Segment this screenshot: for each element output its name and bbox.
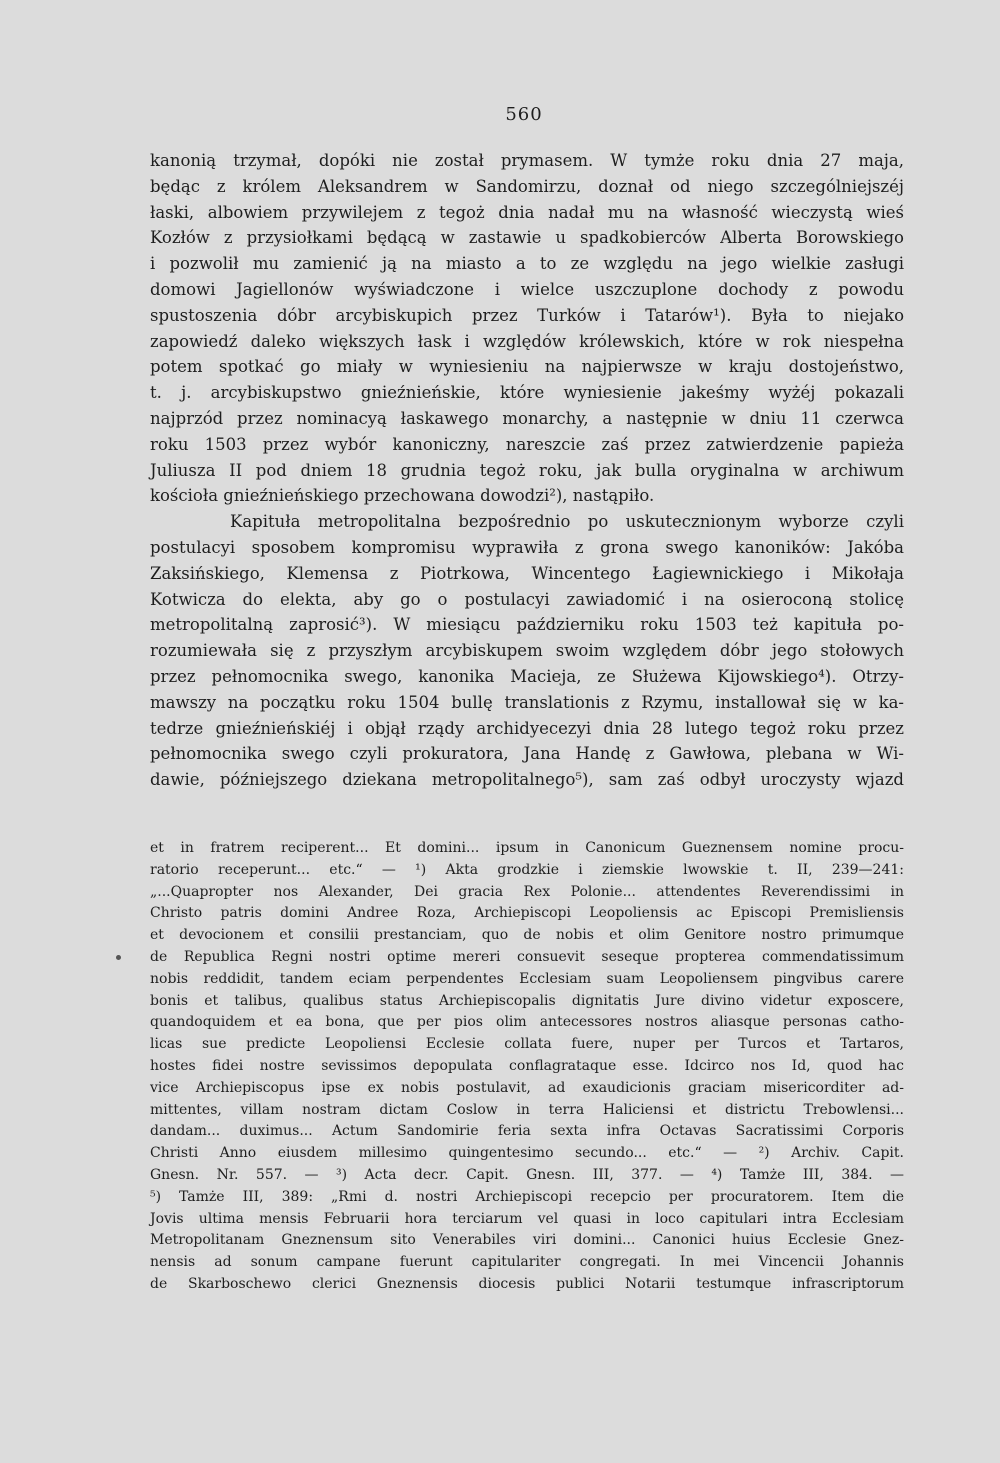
footnote-line: nobis reddidit, tandem eciam perpendentes Ecclesiam suam Leopoliensem pingvibus carere [150,970,904,987]
text-line: zapowiedź daleko większych łask i względów królewskich, które w rok niespełna [150,331,904,351]
text-line: potem spotkać go miały w wyniesieniu na najpierwsze w kraju dostojeństwo, [150,357,904,377]
text-line: kanonią trzymał, dopóki nie został prymasem. W tymże roku dnia 27 maja, [150,151,904,170]
text-line: metropolitalną zaprosić³). W miesiącu październiku roku 1503 też kapituła po- [150,615,904,635]
text-line: t. j. arcybiskupstwo gnieźnieńskie, które wyniesienie jakeśmy wyżéj pokazali [150,383,904,403]
footnote-line: licas sue predicte Leopoliensi Ecclesie collata fuere, nuper per Turcos et Tartaros, [150,1036,904,1053]
text-line: kościoła gnieźnieńskiego przechowana dowodzi²), nastąpiło. [150,486,655,506]
footnote-line: et devocionem et consilii prestanciam, quo de nobis et olim Genitore nostro primumque [150,927,904,944]
text-line: dawie, późniejszego dziekana metropolitalnego⁵), sam zaś odbył uroczysty wjazd [150,770,904,790]
text-line: spustoszenia dóbr arcybiskupich przez Turków i Tatarów¹). Była to niejako [150,305,904,325]
footnote-line: nensis ad sonum campane fuerunt capitulariter congregati. In mei Vincencii Johannis [150,1254,904,1271]
text-line: roku 1503 przez wybór kanoniczny, nareszcie zaś przez zatwierdzenie papieża [150,434,904,454]
footnote-line: bonis et talibus, qualibus status Archiepiscopalis dignitatis Jure divino videtur exposcere, [150,992,904,1009]
text-line: postulacyi sposobem kompromisu wyprawiła z grona swego kanoników: Jakóba [150,537,904,557]
footnote-line: et in fratrem reciperent... Et domini... ipsum in Canonicum Gueznensem nomine procu- [150,840,904,856]
footnote-line: Metropolitanam Gneznensum sito Venerabiles viri domini... Canonici huius Ecclesie Gnez- [150,1232,904,1249]
footnote-line: vice Archiepiscopus ipse ex nobis postulavit, ad exaudicionis graciam misericorditer ad- [150,1079,904,1096]
footnote-line: ⁵) Tamże III, 389: „Rmi d. nostri Archiepiscopi recepcio per procuratorem. Item die [150,1188,904,1205]
footnote-line: de Republica Regni nostri optime mereri consuevit seseque propterea commendatissimum [150,948,904,965]
text-line: pełnomocnika swego czyli prokuratora, Jana Handę z Gawłowa, plebana w Wi- [150,744,904,764]
text-line: tedrze gnieźnieńskiéj i objął rządy archidyecezyi dnia 28 lutego tegoż roku przez [150,718,904,738]
text-line: Zaksińskiego, Klemensa z Piotrkowa, Wincentego Łagiewnickiego i Mikołaja [150,563,904,583]
text-line: rozumiewała się z przyszłym arcybiskupem swoim względem dóbr jego stołowych [150,641,904,661]
text-line: Kapituła metropolitalna bezpośrednio po uskutecznionym wyborze czyli [230,512,904,532]
text-line: Juliusza II pod dniem 18 grudnia tegoż roku, jak bulla oryginalna w archiwum [150,460,904,480]
footnote-line: mittentes, villam nostram dictam Coslow in terra Haliciensi et districtu Trebowlensi... [150,1101,904,1118]
footnote-line: Christo patris domini Andree Roza, Archiepiscopi Leopoliensis ac Episcopi Premisliensis [150,905,904,922]
footnote-line: ratorio receperunt... etc.“ — ¹) Akta grodzkie i ziemskie lwowskie t. II, 239—241: [150,861,904,878]
page-number: 560 [505,104,543,125]
text-line: domowi Jagiellonów wyświadczone i wielce uszczuplone dochody z powodu [150,279,904,299]
text-line: Kozłów z przysiołkami będącą w zastawie u spadkobierców Alberta Borowskiego [150,228,904,248]
footnote-line: dandam... duximus... Actum Sandomirie feria sexta infra Octavas Sacratissimi Corporis [150,1123,904,1140]
footnote-line: Gnesn. Nr. 557. — ³) Acta decr. Capit. Gnesn. III, 377. — ⁴) Tamże III, 384. — [150,1166,904,1183]
footnotes [150,838,904,1296]
text-line: i pozwolił mu zamienić ją na miasto a to ze względu na jego wielkie zasługi [150,254,904,274]
footnote-line: quandoquidem et ea bona, que per pios olim antecessores nostros aliasque personas catho- [150,1014,904,1031]
main-text [150,148,904,793]
text-line: przez pełnomocnika swego, kanonika Macieja, ze Służewa Kijowskiego⁴). Otrzy- [150,666,904,686]
text-line: łaski, albowiem przywilejem z tegoż dnia nadał mu na własność wieczystą wieś [150,202,904,222]
paragraph-2 [150,509,904,793]
text-line: będąc z królem Aleksandrem w Sandomirzu, doznał od niego szczególniejszéj [150,176,904,196]
footnote-line: Christi Anno eiusdem millesimo quingentesimo secundo... etc.“ — ²) Archiv. Capit. [150,1145,904,1162]
footnote-line: Jovis ultima mensis Februarii hora terciarum vel quasi in loco capitulari intra Ecclesiam [150,1210,904,1227]
footnote-line: hostes fidei nostre sevissimos depopulata conflagrataque esse. Idcirco nos Id, quod hac [150,1057,904,1074]
paragraph-1 [150,148,904,509]
text-line: najprzód przez nominacyą łaskawego monarchy, a następnie w dniu 11 czerwca [150,408,904,428]
footnote-line: de Skarboschewo clerici Gneznensis diocesis publici Notarii testumque infrascriptorum [150,1275,904,1292]
text-line: Kotwicza do elekta, aby go o postulacyi zawiadomić i na osieroconą stolicę [150,589,904,609]
text-line: mawszy na początku roku 1504 bullę translationis z Rzymu, installował się w ka- [150,692,904,712]
margin-speck [116,955,121,960]
footnote-line: „...Quapropter nos Alexander, Dei gracia Rex Polonie... attendentes Reverendissimi in [150,883,904,900]
